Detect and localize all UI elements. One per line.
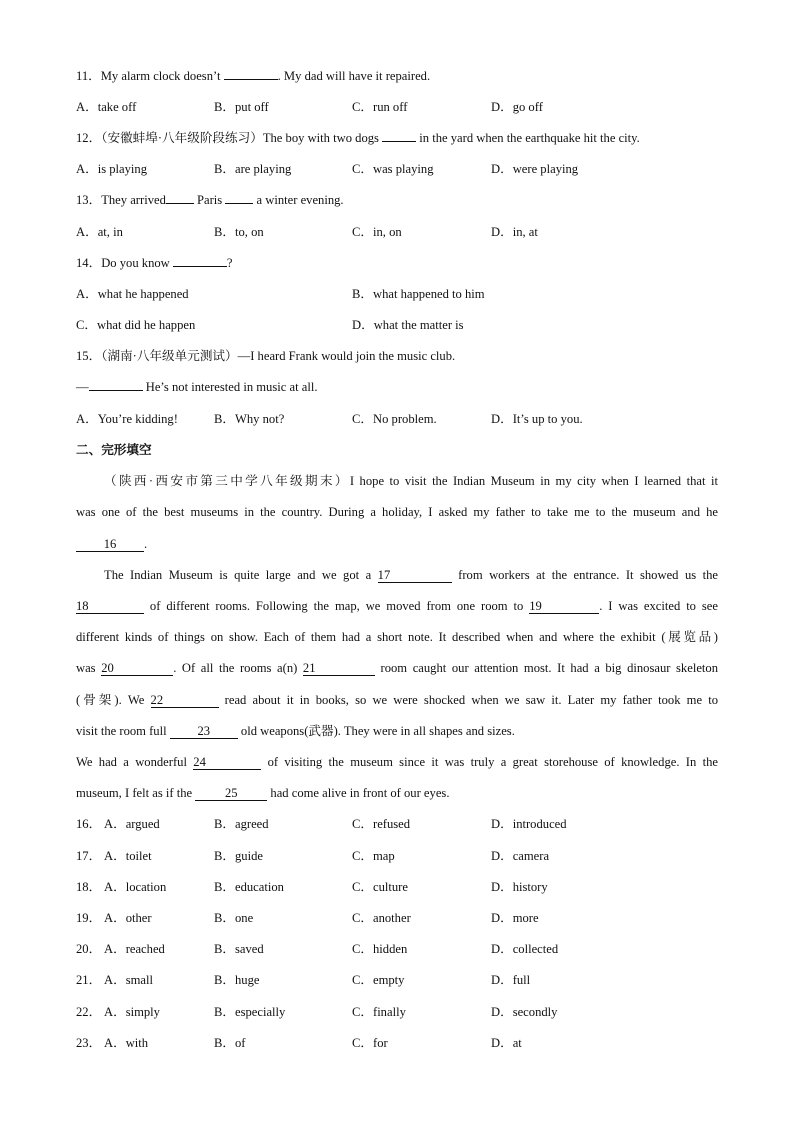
cloze-option-number: 21． — [76, 973, 102, 987]
question-11 — [76, 68, 430, 84]
cloze-blank-24: 24 — [193, 755, 261, 770]
option-a: A．reached — [104, 942, 165, 956]
question-text: The boy with two dogs — [262, 131, 383, 145]
cloze-option-number: 23． — [76, 1036, 102, 1050]
option-c: C．No problem. — [352, 412, 437, 426]
question-number: 12． — [76, 131, 102, 145]
passage-text: read about it in books, so we were shocked when we saw it. Later my father took me to — [218, 693, 718, 707]
question-text: My alarm clock doesn’t — [100, 69, 224, 83]
option-d: D．at — [491, 1036, 522, 1050]
answer-blank — [224, 79, 278, 80]
option-c: C．what did he happen — [76, 318, 196, 332]
option-d: D．introduced — [491, 817, 567, 831]
cloze-blank-19: 19 — [529, 599, 599, 614]
question-text: Do you know — [101, 256, 173, 270]
option-b: B．put off — [214, 100, 269, 114]
option-b: B．what happened to him — [352, 287, 485, 301]
question-number: 11． — [76, 69, 101, 83]
option-d: D．history — [491, 880, 548, 894]
question-12 — [76, 130, 640, 146]
option-b: B．saved — [214, 942, 264, 956]
question-number: 14． — [76, 256, 102, 270]
passage-text: . Of all the rooms a(n) — [173, 661, 303, 675]
option-d: D．It’s up to you. — [491, 412, 583, 426]
cloze-blank-25: 25 — [195, 786, 267, 801]
passage-text: from workers at the entrance. It showed us the — [451, 568, 718, 582]
option-c: C．in, on — [352, 225, 402, 239]
passage-text: (骨架). We — [76, 693, 151, 707]
answer-blank — [225, 203, 253, 204]
dash: — — [76, 380, 89, 394]
option-a: A．is playing — [76, 162, 148, 176]
cloze-option-number: 17． — [76, 849, 102, 863]
cloze-blank-22: 22 — [151, 693, 219, 708]
cloze-blank-18: 18 — [76, 599, 144, 614]
cloze-option-number: 20． — [76, 942, 102, 956]
passage-line: （陕西·西安市第三中学八年级期末）I hope to visit the Indian Museum in my city when I learned that it — [104, 474, 718, 488]
question-source: （安徽蚌埠·八年级阶段练习） — [101, 131, 263, 145]
question-text: —I heard Frank would join the music club. — [237, 349, 456, 363]
passage-line: was one of the best museums in the country. During a holiday, I asked my father to take me to the museum and he — [76, 505, 718, 519]
option-b: B．one — [214, 911, 254, 925]
option-b: B．education — [214, 880, 284, 894]
option-b: B．of — [214, 1036, 246, 1050]
passage-line — [76, 692, 718, 708]
option-c: C．culture — [352, 880, 408, 894]
option-c: C．for — [352, 1036, 388, 1050]
option-a: A．small — [104, 973, 153, 987]
passage-text: . — [144, 537, 148, 551]
option-c: C．map — [352, 849, 395, 863]
passage-line — [76, 723, 515, 739]
option-a: A．what he happened — [76, 287, 189, 301]
passage-line — [76, 536, 147, 552]
option-d: D．secondly — [491, 1005, 558, 1019]
question-number: 13． — [76, 193, 102, 207]
cloze-option-number: 22． — [76, 1005, 102, 1019]
question-text: . My dad will have it repaired. — [277, 69, 431, 83]
option-c: C．empty — [352, 973, 405, 987]
option-c: C．hidden — [352, 942, 408, 956]
passage-text: We had a wonderful — [76, 755, 194, 769]
question-text: Paris — [193, 193, 226, 207]
question-text: He’s not interested in music at all. — [142, 380, 318, 394]
passage-text: was — [76, 661, 102, 675]
option-b: B．to, on — [214, 225, 264, 239]
question-source: （湖南·八年级单元测试） — [101, 349, 238, 363]
passage-line: different kinds of things on show. Each of them had a short note. It described when and where the exhibit (展览品) — [76, 630, 718, 644]
option-a: A．with — [104, 1036, 149, 1050]
answer-blank — [89, 390, 143, 391]
option-a: A．argued — [104, 817, 160, 831]
option-b: B．huge — [214, 973, 260, 987]
passage-text: room caught our attention most. It had a big dinosaur skeleton — [374, 661, 718, 675]
cloze-option-number: 18． — [76, 880, 102, 894]
option-b: B．are playing — [214, 162, 292, 176]
option-a: A．location — [104, 880, 167, 894]
passage-text: of different rooms. Following the map, we moved from one room to — [144, 599, 530, 613]
option-c: C．was playing — [352, 162, 434, 176]
option-d: D．camera — [491, 849, 550, 863]
cloze-option-number: 19． — [76, 911, 102, 925]
cloze-blank-17: 17 — [378, 568, 452, 583]
cloze-blank-21: 21 — [303, 661, 375, 676]
passage-line — [76, 754, 718, 770]
answer-blank — [166, 203, 194, 204]
option-c: C．run off — [352, 100, 408, 114]
option-a: A．at, in — [76, 225, 123, 239]
cloze-option-number: 16． — [76, 817, 102, 831]
passage-line — [76, 785, 449, 801]
question-number: 15． — [76, 349, 102, 363]
passage-text: old weapons(武器). They were in all shapes and sizes. — [237, 724, 515, 738]
passage-text: visit the room full — [76, 724, 170, 738]
question-text: a winter evening. — [253, 193, 344, 207]
question-text: ? — [226, 256, 233, 270]
option-a: A．You’re kidding! — [76, 412, 178, 426]
passage-line — [104, 567, 718, 583]
question-13 — [76, 192, 344, 208]
question-text: They arrived — [101, 193, 166, 207]
option-b: B．guide — [214, 849, 263, 863]
cloze-blank-20: 20 — [101, 661, 173, 676]
passage-text: had come alive in front of our eyes. — [267, 786, 450, 800]
option-b: B．agreed — [214, 817, 269, 831]
option-a: A．simply — [104, 1005, 160, 1019]
question-text: in the yard when the earthquake hit the city. — [416, 131, 640, 145]
option-d: D．were playing — [491, 162, 579, 176]
option-d: D．full — [491, 973, 531, 987]
option-d: D．collected — [491, 942, 559, 956]
option-d: D．in, at — [491, 225, 538, 239]
option-c: C．refused — [352, 817, 411, 831]
option-c: C．another — [352, 911, 411, 925]
passage-line — [76, 660, 718, 676]
passage-text: of visiting the museum since it was truly a great storehouse of knowledge. In the — [261, 755, 718, 769]
answer-blank — [173, 266, 227, 267]
section-heading: 二、完形填空 — [76, 443, 152, 457]
question-15 — [76, 348, 455, 364]
passage-text: . I was excited to see — [599, 599, 718, 613]
option-c: C．finally — [352, 1005, 406, 1019]
option-d: D．go off — [491, 100, 543, 114]
option-d: D．what the matter is — [352, 318, 464, 332]
option-a: A．toilet — [104, 849, 152, 863]
option-d: D．more — [491, 911, 539, 925]
question-14 — [76, 255, 233, 271]
cloze-blank-23: 23 — [170, 724, 238, 739]
passage-text: The Indian Museum is quite large and we got a — [104, 568, 378, 582]
answer-blank — [382, 141, 416, 142]
question-15-reply — [76, 379, 317, 395]
cloze-blank-16: 16 — [76, 537, 144, 552]
option-b: B．especially — [214, 1005, 286, 1019]
option-b: B．Why not? — [214, 412, 285, 426]
passage-text: museum, I felt as if the — [76, 786, 196, 800]
passage-line — [76, 598, 718, 614]
option-a: A．take off — [76, 100, 137, 114]
option-a: A．other — [104, 911, 152, 925]
